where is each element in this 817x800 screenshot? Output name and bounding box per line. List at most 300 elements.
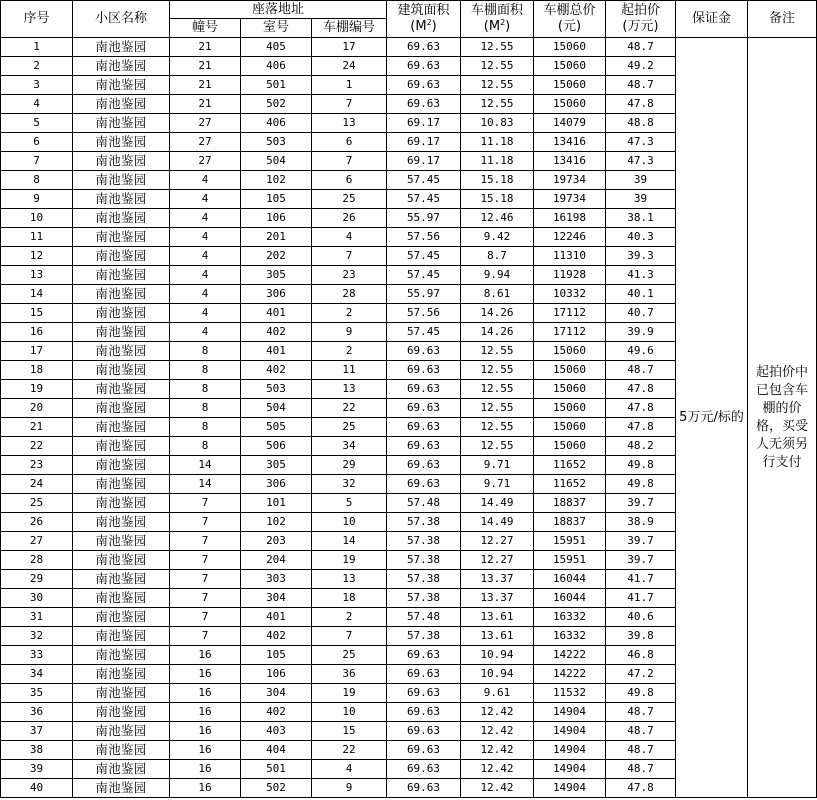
cell-building-area: 69.63 bbox=[387, 399, 461, 418]
cell-community: 南池鉴园 bbox=[73, 646, 170, 665]
cell-start-price: 49.2 bbox=[606, 57, 676, 76]
cell-community: 南池鉴园 bbox=[73, 171, 170, 190]
cell-building-area: 57.45 bbox=[387, 171, 461, 190]
cell-community: 南池鉴园 bbox=[73, 114, 170, 133]
cell-building-area: 69.63 bbox=[387, 722, 461, 741]
deposit-value: 5万元/标的 bbox=[676, 38, 748, 798]
cell-community: 南池鉴园 bbox=[73, 722, 170, 741]
cell-shed-total: 16332 bbox=[534, 608, 606, 627]
cell-seq: 6 bbox=[1, 133, 73, 152]
cell-room: 502 bbox=[241, 779, 312, 798]
cell-seq: 3 bbox=[1, 76, 73, 95]
cell-room: 403 bbox=[241, 722, 312, 741]
cell-building-area: 57.38 bbox=[387, 551, 461, 570]
cell-start-price: 39.8 bbox=[606, 627, 676, 646]
cell-shed-area: 12.27 bbox=[461, 532, 534, 551]
cell-community: 南池鉴园 bbox=[73, 779, 170, 798]
cell-seq: 14 bbox=[1, 285, 73, 304]
cell-start-price: 47.8 bbox=[606, 380, 676, 399]
cell-building: 8 bbox=[170, 418, 241, 437]
cell-building-area: 69.63 bbox=[387, 437, 461, 456]
cell-building-area: 57.45 bbox=[387, 266, 461, 285]
cell-shed-total: 15060 bbox=[534, 437, 606, 456]
cell-building-area: 69.63 bbox=[387, 418, 461, 437]
cell-start-price: 49.8 bbox=[606, 456, 676, 475]
cell-shed-total: 11928 bbox=[534, 266, 606, 285]
cell-room: 201 bbox=[241, 228, 312, 247]
cell-start-price: 40.7 bbox=[606, 304, 676, 323]
cell-shed-area: 10.94 bbox=[461, 646, 534, 665]
cell-room: 503 bbox=[241, 380, 312, 399]
header-room: 室号 bbox=[241, 19, 312, 38]
cell-room: 202 bbox=[241, 247, 312, 266]
cell-shed-area: 15.18 bbox=[461, 190, 534, 209]
cell-community: 南池鉴园 bbox=[73, 665, 170, 684]
cell-shed-area: 12.55 bbox=[461, 76, 534, 95]
cell-room: 503 bbox=[241, 133, 312, 152]
cell-shed-total: 14904 bbox=[534, 760, 606, 779]
cell-room: 203 bbox=[241, 532, 312, 551]
cell-shed-total: 15060 bbox=[534, 380, 606, 399]
cell-shed-total: 15060 bbox=[534, 418, 606, 437]
cell-room: 101 bbox=[241, 494, 312, 513]
cell-building-area: 57.45 bbox=[387, 190, 461, 209]
cell-shed-total: 11310 bbox=[534, 247, 606, 266]
cell-building: 4 bbox=[170, 285, 241, 304]
cell-community: 南池鉴园 bbox=[73, 551, 170, 570]
cell-building-area: 69.63 bbox=[387, 342, 461, 361]
cell-building-area: 57.56 bbox=[387, 228, 461, 247]
cell-seq: 2 bbox=[1, 57, 73, 76]
cell-seq: 39 bbox=[1, 760, 73, 779]
cell-start-price: 41.7 bbox=[606, 589, 676, 608]
cell-building-area: 69.63 bbox=[387, 57, 461, 76]
cell-community: 南池鉴园 bbox=[73, 475, 170, 494]
cell-building: 27 bbox=[170, 133, 241, 152]
cell-shed-area: 12.55 bbox=[461, 399, 534, 418]
cell-room: 102 bbox=[241, 513, 312, 532]
cell-shed-area: 9.71 bbox=[461, 475, 534, 494]
cell-building-area: 69.63 bbox=[387, 361, 461, 380]
cell-community: 南池鉴园 bbox=[73, 399, 170, 418]
cell-room: 402 bbox=[241, 361, 312, 380]
cell-community: 南池鉴园 bbox=[73, 152, 170, 171]
cell-building-area: 57.56 bbox=[387, 304, 461, 323]
cell-building: 8 bbox=[170, 342, 241, 361]
cell-start-price: 47.8 bbox=[606, 779, 676, 798]
cell-shed-no: 4 bbox=[312, 760, 387, 779]
cell-shed-no: 18 bbox=[312, 589, 387, 608]
cell-shed-no: 28 bbox=[312, 285, 387, 304]
cell-community: 南池鉴园 bbox=[73, 684, 170, 703]
cell-community: 南池鉴园 bbox=[73, 285, 170, 304]
cell-shed-area: 9.71 bbox=[461, 456, 534, 475]
cell-room: 304 bbox=[241, 589, 312, 608]
cell-start-price: 48.7 bbox=[606, 38, 676, 57]
cell-community: 南池鉴园 bbox=[73, 532, 170, 551]
cell-building-area: 57.38 bbox=[387, 570, 461, 589]
cell-building-area: 57.38 bbox=[387, 589, 461, 608]
cell-room: 406 bbox=[241, 57, 312, 76]
header-building-area-close: ) bbox=[431, 19, 437, 34]
cell-shed-area: 15.18 bbox=[461, 171, 534, 190]
cell-building: 27 bbox=[170, 114, 241, 133]
cell-shed-area: 12.42 bbox=[461, 741, 534, 760]
cell-community: 南池鉴园 bbox=[73, 76, 170, 95]
cell-community: 南池鉴园 bbox=[73, 38, 170, 57]
cell-building-area: 69.63 bbox=[387, 779, 461, 798]
cell-seq: 24 bbox=[1, 475, 73, 494]
cell-room: 501 bbox=[241, 760, 312, 779]
cell-shed-total: 16332 bbox=[534, 627, 606, 646]
cell-shed-no: 9 bbox=[312, 323, 387, 342]
cell-seq: 12 bbox=[1, 247, 73, 266]
cell-shed-total: 15060 bbox=[534, 342, 606, 361]
header-shed-total bbox=[534, 1, 606, 38]
cell-start-price: 47.3 bbox=[606, 152, 676, 171]
cell-shed-no: 13 bbox=[312, 114, 387, 133]
cell-building: 4 bbox=[170, 171, 241, 190]
cell-start-price: 48.7 bbox=[606, 703, 676, 722]
cell-shed-no: 25 bbox=[312, 190, 387, 209]
cell-shed-area: 13.37 bbox=[461, 570, 534, 589]
cell-building-area: 69.63 bbox=[387, 703, 461, 722]
cell-community: 南池鉴园 bbox=[73, 57, 170, 76]
cell-shed-total: 18837 bbox=[534, 513, 606, 532]
cell-building-area: 69.17 bbox=[387, 133, 461, 152]
cell-shed-total: 14904 bbox=[534, 703, 606, 722]
cell-seq: 22 bbox=[1, 437, 73, 456]
cell-start-price: 48.7 bbox=[606, 741, 676, 760]
cell-room: 401 bbox=[241, 608, 312, 627]
cell-shed-no: 2 bbox=[312, 608, 387, 627]
cell-building: 27 bbox=[170, 152, 241, 171]
cell-shed-area: 13.61 bbox=[461, 627, 534, 646]
remark-value: 起拍价中已包含车棚的价格，买受人无须另行支付 bbox=[748, 38, 817, 798]
cell-shed-no: 6 bbox=[312, 133, 387, 152]
cell-building-area: 69.63 bbox=[387, 665, 461, 684]
header-shed-area-close: ) bbox=[505, 19, 511, 34]
cell-start-price: 38.1 bbox=[606, 209, 676, 228]
cell-building: 4 bbox=[170, 304, 241, 323]
header-building-area-sup: 2 bbox=[426, 18, 432, 27]
cell-room: 404 bbox=[241, 741, 312, 760]
cell-start-price: 48.7 bbox=[606, 361, 676, 380]
cell-start-price: 41.3 bbox=[606, 266, 676, 285]
cell-building-area: 69.63 bbox=[387, 646, 461, 665]
cell-room: 105 bbox=[241, 646, 312, 665]
cell-shed-no: 7 bbox=[312, 627, 387, 646]
cell-shed-no: 19 bbox=[312, 684, 387, 703]
cell-start-price: 48.7 bbox=[606, 76, 676, 95]
cell-shed-area: 8.61 bbox=[461, 285, 534, 304]
cell-start-price: 49.6 bbox=[606, 342, 676, 361]
cell-shed-total: 15951 bbox=[534, 532, 606, 551]
cell-start-price: 49.8 bbox=[606, 475, 676, 494]
cell-room: 306 bbox=[241, 475, 312, 494]
cell-start-price: 39.9 bbox=[606, 323, 676, 342]
cell-shed-area: 12.55 bbox=[461, 361, 534, 380]
cell-room: 402 bbox=[241, 703, 312, 722]
cell-shed-total: 14904 bbox=[534, 779, 606, 798]
cell-building: 8 bbox=[170, 437, 241, 456]
cell-community: 南池鉴园 bbox=[73, 342, 170, 361]
cell-seq: 28 bbox=[1, 551, 73, 570]
cell-shed-total: 11652 bbox=[534, 475, 606, 494]
cell-shed-area: 14.26 bbox=[461, 304, 534, 323]
cell-building-area: 69.63 bbox=[387, 760, 461, 779]
cell-shed-total: 15060 bbox=[534, 76, 606, 95]
cell-shed-area: 9.42 bbox=[461, 228, 534, 247]
cell-seq: 19 bbox=[1, 380, 73, 399]
cell-shed-total: 15951 bbox=[534, 551, 606, 570]
cell-shed-area: 12.55 bbox=[461, 342, 534, 361]
cell-start-price: 39 bbox=[606, 190, 676, 209]
cell-building-area: 57.48 bbox=[387, 494, 461, 513]
cell-room: 204 bbox=[241, 551, 312, 570]
cell-shed-area: 13.37 bbox=[461, 589, 534, 608]
cell-room: 401 bbox=[241, 342, 312, 361]
cell-shed-no: 11 bbox=[312, 361, 387, 380]
cell-room: 102 bbox=[241, 171, 312, 190]
cell-shed-total: 14079 bbox=[534, 114, 606, 133]
cell-start-price: 40.3 bbox=[606, 228, 676, 247]
cell-building-area: 69.63 bbox=[387, 76, 461, 95]
cell-shed-total: 18837 bbox=[534, 494, 606, 513]
cell-start-price: 48.8 bbox=[606, 114, 676, 133]
cell-shed-area: 12.42 bbox=[461, 760, 534, 779]
cell-start-price: 41.7 bbox=[606, 570, 676, 589]
cell-seq: 1 bbox=[1, 38, 73, 57]
cell-start-price: 46.8 bbox=[606, 646, 676, 665]
table-row bbox=[1, 38, 817, 57]
cell-community: 南池鉴园 bbox=[73, 304, 170, 323]
cell-start-price: 48.7 bbox=[606, 722, 676, 741]
cell-room: 505 bbox=[241, 418, 312, 437]
cell-seq: 4 bbox=[1, 95, 73, 114]
cell-shed-total: 15060 bbox=[534, 38, 606, 57]
cell-room: 305 bbox=[241, 266, 312, 285]
cell-building: 21 bbox=[170, 57, 241, 76]
cell-building: 8 bbox=[170, 399, 241, 418]
cell-shed-no: 7 bbox=[312, 152, 387, 171]
cell-building-area: 69.63 bbox=[387, 741, 461, 760]
cell-shed-no: 7 bbox=[312, 95, 387, 114]
cell-shed-area: 9.61 bbox=[461, 684, 534, 703]
cell-community: 南池鉴园 bbox=[73, 133, 170, 152]
cell-shed-area: 12.42 bbox=[461, 722, 534, 741]
cell-building: 4 bbox=[170, 323, 241, 342]
cell-shed-total: 13416 bbox=[534, 133, 606, 152]
cell-building: 7 bbox=[170, 532, 241, 551]
cell-seq: 31 bbox=[1, 608, 73, 627]
cell-building-area: 55.97 bbox=[387, 285, 461, 304]
cell-building-area: 69.63 bbox=[387, 475, 461, 494]
cell-room: 504 bbox=[241, 399, 312, 418]
cell-start-price: 38.9 bbox=[606, 513, 676, 532]
cell-room: 406 bbox=[241, 114, 312, 133]
header-shed-area bbox=[461, 1, 534, 38]
header-start-price-label: 起拍价 bbox=[620, 3, 660, 18]
cell-start-price: 40.6 bbox=[606, 608, 676, 627]
cell-shed-total: 15060 bbox=[534, 57, 606, 76]
cell-room: 402 bbox=[241, 627, 312, 646]
cell-shed-total: 11532 bbox=[534, 684, 606, 703]
cell-seq: 18 bbox=[1, 361, 73, 380]
cell-shed-total: 17112 bbox=[534, 323, 606, 342]
header-building-area bbox=[387, 1, 461, 38]
cell-shed-area: 12.55 bbox=[461, 437, 534, 456]
cell-room: 305 bbox=[241, 456, 312, 475]
cell-building: 21 bbox=[170, 95, 241, 114]
cell-start-price: 39 bbox=[606, 171, 676, 190]
cell-shed-no: 10 bbox=[312, 703, 387, 722]
cell-start-price: 39.7 bbox=[606, 551, 676, 570]
cell-shed-area: 11.18 bbox=[461, 152, 534, 171]
cell-seq: 20 bbox=[1, 399, 73, 418]
cell-building-area: 57.48 bbox=[387, 608, 461, 627]
cell-shed-no: 5 bbox=[312, 494, 387, 513]
cell-building: 4 bbox=[170, 209, 241, 228]
cell-building-area: 69.17 bbox=[387, 152, 461, 171]
cell-shed-no: 4 bbox=[312, 228, 387, 247]
cell-community: 南池鉴园 bbox=[73, 361, 170, 380]
cell-building: 14 bbox=[170, 456, 241, 475]
cell-building: 4 bbox=[170, 228, 241, 247]
cell-start-price: 39.3 bbox=[606, 247, 676, 266]
cell-room: 504 bbox=[241, 152, 312, 171]
cell-community: 南池鉴园 bbox=[73, 456, 170, 475]
cell-shed-no: 25 bbox=[312, 418, 387, 437]
header-deposit: 保证金 bbox=[676, 1, 748, 38]
cell-shed-total: 11652 bbox=[534, 456, 606, 475]
cell-building: 16 bbox=[170, 646, 241, 665]
cell-shed-total: 15060 bbox=[534, 361, 606, 380]
cell-shed-area: 14.49 bbox=[461, 513, 534, 532]
cell-shed-area: 13.61 bbox=[461, 608, 534, 627]
cell-shed-no: 22 bbox=[312, 741, 387, 760]
cell-seq: 27 bbox=[1, 532, 73, 551]
cell-building-area: 57.38 bbox=[387, 627, 461, 646]
cell-seq: 36 bbox=[1, 703, 73, 722]
cell-seq: 15 bbox=[1, 304, 73, 323]
cell-building: 16 bbox=[170, 741, 241, 760]
cell-building: 7 bbox=[170, 513, 241, 532]
cell-shed-area: 12.46 bbox=[461, 209, 534, 228]
cell-building: 16 bbox=[170, 760, 241, 779]
cell-shed-no: 7 bbox=[312, 247, 387, 266]
cell-start-price: 40.1 bbox=[606, 285, 676, 304]
cell-shed-no: 19 bbox=[312, 551, 387, 570]
cell-room: 501 bbox=[241, 76, 312, 95]
cell-shed-total: 16198 bbox=[534, 209, 606, 228]
cell-community: 南池鉴园 bbox=[73, 741, 170, 760]
cell-room: 306 bbox=[241, 285, 312, 304]
cell-building: 4 bbox=[170, 190, 241, 209]
cell-room: 106 bbox=[241, 209, 312, 228]
cell-seq: 17 bbox=[1, 342, 73, 361]
cell-building: 7 bbox=[170, 589, 241, 608]
header-start-price-unit: (万元) bbox=[622, 19, 659, 34]
cell-shed-area: 9.94 bbox=[461, 266, 534, 285]
cell-community: 南池鉴园 bbox=[73, 228, 170, 247]
header-address: 座落地址 bbox=[170, 1, 387, 19]
cell-seq: 10 bbox=[1, 209, 73, 228]
header-building-area-label: 建筑面积 bbox=[397, 3, 450, 18]
cell-community: 南池鉴园 bbox=[73, 323, 170, 342]
cell-community: 南池鉴园 bbox=[73, 513, 170, 532]
cell-shed-area: 12.27 bbox=[461, 551, 534, 570]
cell-building: 7 bbox=[170, 608, 241, 627]
cell-building: 21 bbox=[170, 38, 241, 57]
cell-shed-total: 14904 bbox=[534, 741, 606, 760]
cell-shed-no: 1 bbox=[312, 76, 387, 95]
cell-room: 506 bbox=[241, 437, 312, 456]
cell-shed-total: 14904 bbox=[534, 722, 606, 741]
cell-shed-area: 14.49 bbox=[461, 494, 534, 513]
cell-shed-area: 12.55 bbox=[461, 95, 534, 114]
header-shed-area-label: 车棚面积 bbox=[470, 3, 523, 18]
cell-shed-area: 11.18 bbox=[461, 133, 534, 152]
cell-shed-total: 14222 bbox=[534, 646, 606, 665]
cell-seq: 11 bbox=[1, 228, 73, 247]
cell-seq: 26 bbox=[1, 513, 73, 532]
cell-building-area: 55.97 bbox=[387, 209, 461, 228]
cell-building: 14 bbox=[170, 475, 241, 494]
cell-shed-total: 16044 bbox=[534, 589, 606, 608]
cell-seq: 35 bbox=[1, 684, 73, 703]
cell-building-area: 69.63 bbox=[387, 684, 461, 703]
cell-building: 7 bbox=[170, 494, 241, 513]
cell-community: 南池鉴园 bbox=[73, 627, 170, 646]
cell-seq: 30 bbox=[1, 589, 73, 608]
cell-start-price: 47.8 bbox=[606, 399, 676, 418]
cell-shed-total: 19734 bbox=[534, 171, 606, 190]
cell-shed-total: 15060 bbox=[534, 95, 606, 114]
header-shed-total-unit: (元) bbox=[557, 19, 582, 34]
cell-community: 南池鉴园 bbox=[73, 380, 170, 399]
cell-community: 南池鉴园 bbox=[73, 570, 170, 589]
cell-shed-no: 32 bbox=[312, 475, 387, 494]
cell-seq: 25 bbox=[1, 494, 73, 513]
cell-shed-no: 9 bbox=[312, 779, 387, 798]
cell-shed-area: 12.55 bbox=[461, 418, 534, 437]
cell-shed-no: 2 bbox=[312, 342, 387, 361]
cell-building: 16 bbox=[170, 665, 241, 684]
cell-start-price: 47.8 bbox=[606, 418, 676, 437]
cell-shed-area: 8.7 bbox=[461, 247, 534, 266]
cell-seq: 40 bbox=[1, 779, 73, 798]
cell-shed-area: 12.42 bbox=[461, 779, 534, 798]
cell-community: 南池鉴园 bbox=[73, 608, 170, 627]
cell-building: 21 bbox=[170, 76, 241, 95]
header-building: 幢号 bbox=[170, 19, 241, 38]
cell-seq: 5 bbox=[1, 114, 73, 133]
cell-room: 401 bbox=[241, 304, 312, 323]
cell-community: 南池鉴园 bbox=[73, 437, 170, 456]
header-seq: 序号 bbox=[1, 1, 73, 38]
cell-shed-no: 13 bbox=[312, 380, 387, 399]
cell-building: 7 bbox=[170, 551, 241, 570]
cell-building: 7 bbox=[170, 570, 241, 589]
cell-building-area: 69.63 bbox=[387, 456, 461, 475]
cell-shed-no: 34 bbox=[312, 437, 387, 456]
header-community: 小区名称 bbox=[73, 1, 170, 38]
cell-shed-area: 12.55 bbox=[461, 57, 534, 76]
cell-seq: 9 bbox=[1, 190, 73, 209]
cell-building-area: 69.63 bbox=[387, 95, 461, 114]
cell-shed-no: 2 bbox=[312, 304, 387, 323]
